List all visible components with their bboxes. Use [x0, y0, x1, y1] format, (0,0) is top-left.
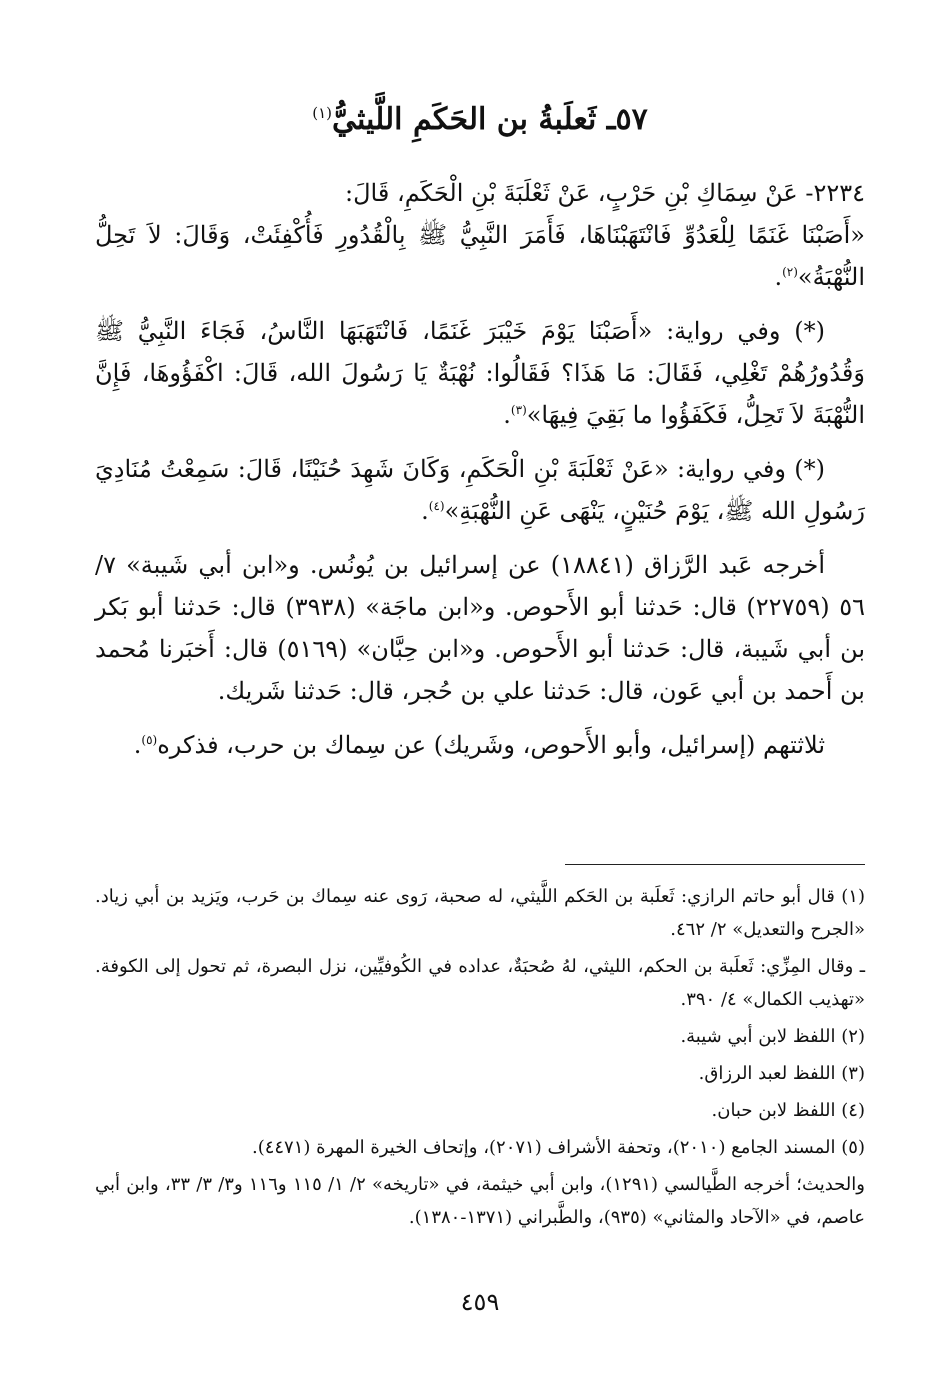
footnote-ref-2: (٢) [782, 265, 798, 279]
footnote-2: (٢) اللفظ لابن أبي شيبة. [680, 1026, 865, 1047]
footnote-separator [565, 864, 865, 865]
narration-variant-2: (*) وفي رواية: «عَنْ ثَعْلَبَةَ بْنِ الْحَكَمِ، وَكَانَ شَهِدَ حُنَيْنًا، قَالَ: سَمِعْتُ مُنَادِيَ رَسُولِ الله ﷺ، يَوْمَ حُنَيْنٍ، يَنْهَى عَنِ النُّهْبَةِ»$^{(٤)}$. [95, 455, 865, 525]
takhrij-paragraph: أخرجه عَبد الرَّزاق (١٨٨٤١) عن إسرائيل بن يُونُس. و«ابن أبي شَيبة» ٧/ ٥٦ (٢٢٧٥٩) قال: حَدثنا أبو الأَحوص. و«ابن ماجَة» (٣٩٣٨) قال: حَدثنا أبو بَكر بن أبي شَيبة، قال: حَدثنا أبو الأَحوص. و«ابن حِبَّان» (٥١٦٩) قال: أَخبَرنا مُحمد بن أَحمد بن أبي عَون، قال: حَدثنا علي بن حُجر، قال: حَدثنا شَريك. [95, 551, 866, 705]
narration-variant-2-text: (*) وفي رواية: «عَنْ ثَعْلَبَةَ بْنِ الْحَكَمِ، وَكَانَ شَهِدَ حُنَيْنًا، قَالَ: سَمِعْتُ مُنَادِيَ رَسُولِ الله ﷺ، يَوْمَ حُنَيْنٍ، يَنْهَى عَنِ النُّهْبَةِ» [95, 455, 865, 525]
footnotes-section [95, 880, 865, 1238]
hadith-matn: «أَصَبْنَا غَنَمًا لِلْعَدُوِّ فَانْتَهَبْنَاهَا، فَأَمَرَ النَّبِيُّ ﷺ بِالْقُدُورِ فَأُكْفِئَتْ، وَقَالَ: لاَ تَحِلُّ النُّهْبَةُ»$^{(٢)}$. [95, 221, 865, 291]
footnote-3: (٣) اللفظ لعبد الرزاق. [698, 1063, 865, 1084]
isnad-summary: ثلاثتهم (إسرائيل، وأبو الأَحوص، وشَريك) عن سِماك بن حرب، فذكره$^{(٥)}$. [133, 731, 825, 759]
footnote-1-continued: ـ وقال المِزِّي: ثَعلَبة بن الحكم، الليثي، لهُ صُحبَةٌ، عداده في الكُوفيِّين، نزل البصرة، ثم تحول إلى الكوفة. «تهذيب الكمال» ٤/ ٣٩٠. [95, 956, 865, 1010]
footnote-1: (١) قال أبو حاتم الرازي: ثَعلَبة بن الحَكم اللَّيثي، له صحبة، رَوى عنه سِماك بن حَرب، ويَزيد بن أبي زياد. «الجرح والتعديل» ٢/ ٤٦٢. [95, 886, 865, 940]
hadith-isnad: ٢٢٣٤- عَنْ سِمَاكِ بْنِ حَرْبٍ، عَنْ ثَعْلَبَةَ بْنِ الْحَكَمِ، قَالَ: [345, 179, 865, 207]
narration-variant-1: (*) وفي رواية: «أَصَبْنَا يَوْمَ خَيْبَرَ غَنَمًا، فَانْتَهَبَهَا النَّاسُ، فَجَاءَ النَّبِيُّ ﷺ وَقُدُورُهُمْ تَغْلِي، فَقَالَ: مَا هَذَا؟ فَقَالُوا: نُهْبَةٌ يَا رَسُولَ الله، قَالَ: اكْفَؤُوهَا، فَإِنَّ النُّهْبَةَ لاَ تَحِلُّ، فَكَفَؤُوا ما بَقِيَ فِيهَا»$^{(٣)}$. [95, 317, 865, 429]
narration-variant-1-text: (*) وفي رواية: «أَصَبْنَا يَوْمَ خَيْبَرَ غَنَمًا، فَانْتَهَبَهَا النَّاسُ، فَجَاءَ النَّبِيُّ ﷺ وَقُدُورُهُمْ تَغْلِي، فَقَالَ: مَا هَذَا؟ فَقَالُوا: نُهْبَةٌ يَا رَسُولَ الله، قَالَ: اكْفَؤُوهَا، فَإِنَّ النُّهْبَةَ لاَ تَحِلُّ، فَكَفَؤُوا ما بَقِيَ فِيهَا» [95, 317, 865, 429]
footnote-ref-3: (٣) [510, 403, 527, 417]
chapter-title-text: ٥٧ـ ثَعلَبةُ بن الحَكَمِ اللَّيثيُّ [332, 102, 648, 137]
hadith-body [95, 172, 865, 778]
footnote-4: (٤) اللفظ لابن حبان. [711, 1100, 865, 1121]
document-page [95, 0, 865, 1386]
footnote-ref-5: (٥) [141, 733, 158, 747]
page-number: ٤٥٩ [460, 1288, 500, 1316]
footnote-ref-1: (١) [312, 104, 332, 122]
isnad-summary-text: ثلاثتهم (إسرائيل، وأبو الأَحوص، وشَريك) عن سِماك بن حرب، فذكره [157, 731, 825, 759]
footnote-ref-4: (٤) [428, 499, 445, 513]
hadith-matn-text: «أَصَبْنَا غَنَمًا لِلْعَدُوِّ فَانْتَهَبْنَاهَا، فَأَمَرَ النَّبِيُّ ﷺ بِالْقُدُورِ فَأُكْفِئَتْ، وَقَالَ: لاَ تَحِلُّ النُّهْبَةُ» [95, 221, 865, 291]
footnote-5: (٥) المسند الجامع (٢٠١٠)، وتحفة الأشراف (٢٠٧١)، وإتحاف الخيرة المهرة (٤٤٧١). [251, 1137, 865, 1158]
chapter-title [95, 95, 865, 145]
footnote-5-continued: والحديث؛ أخرجه الطَّيالسي (١٢٩١)، وابن أبي خيثمة، في «تاريخه» ٢/ ١/ ١١٥ و١١٦ و٣/ ٣/ ٣٣، وابن أبي عاصم، في «الآحاد والمثاني» (٩٣٥)، والطَّبراني (١٣٧١-١٣٨٠). [95, 1174, 865, 1228]
